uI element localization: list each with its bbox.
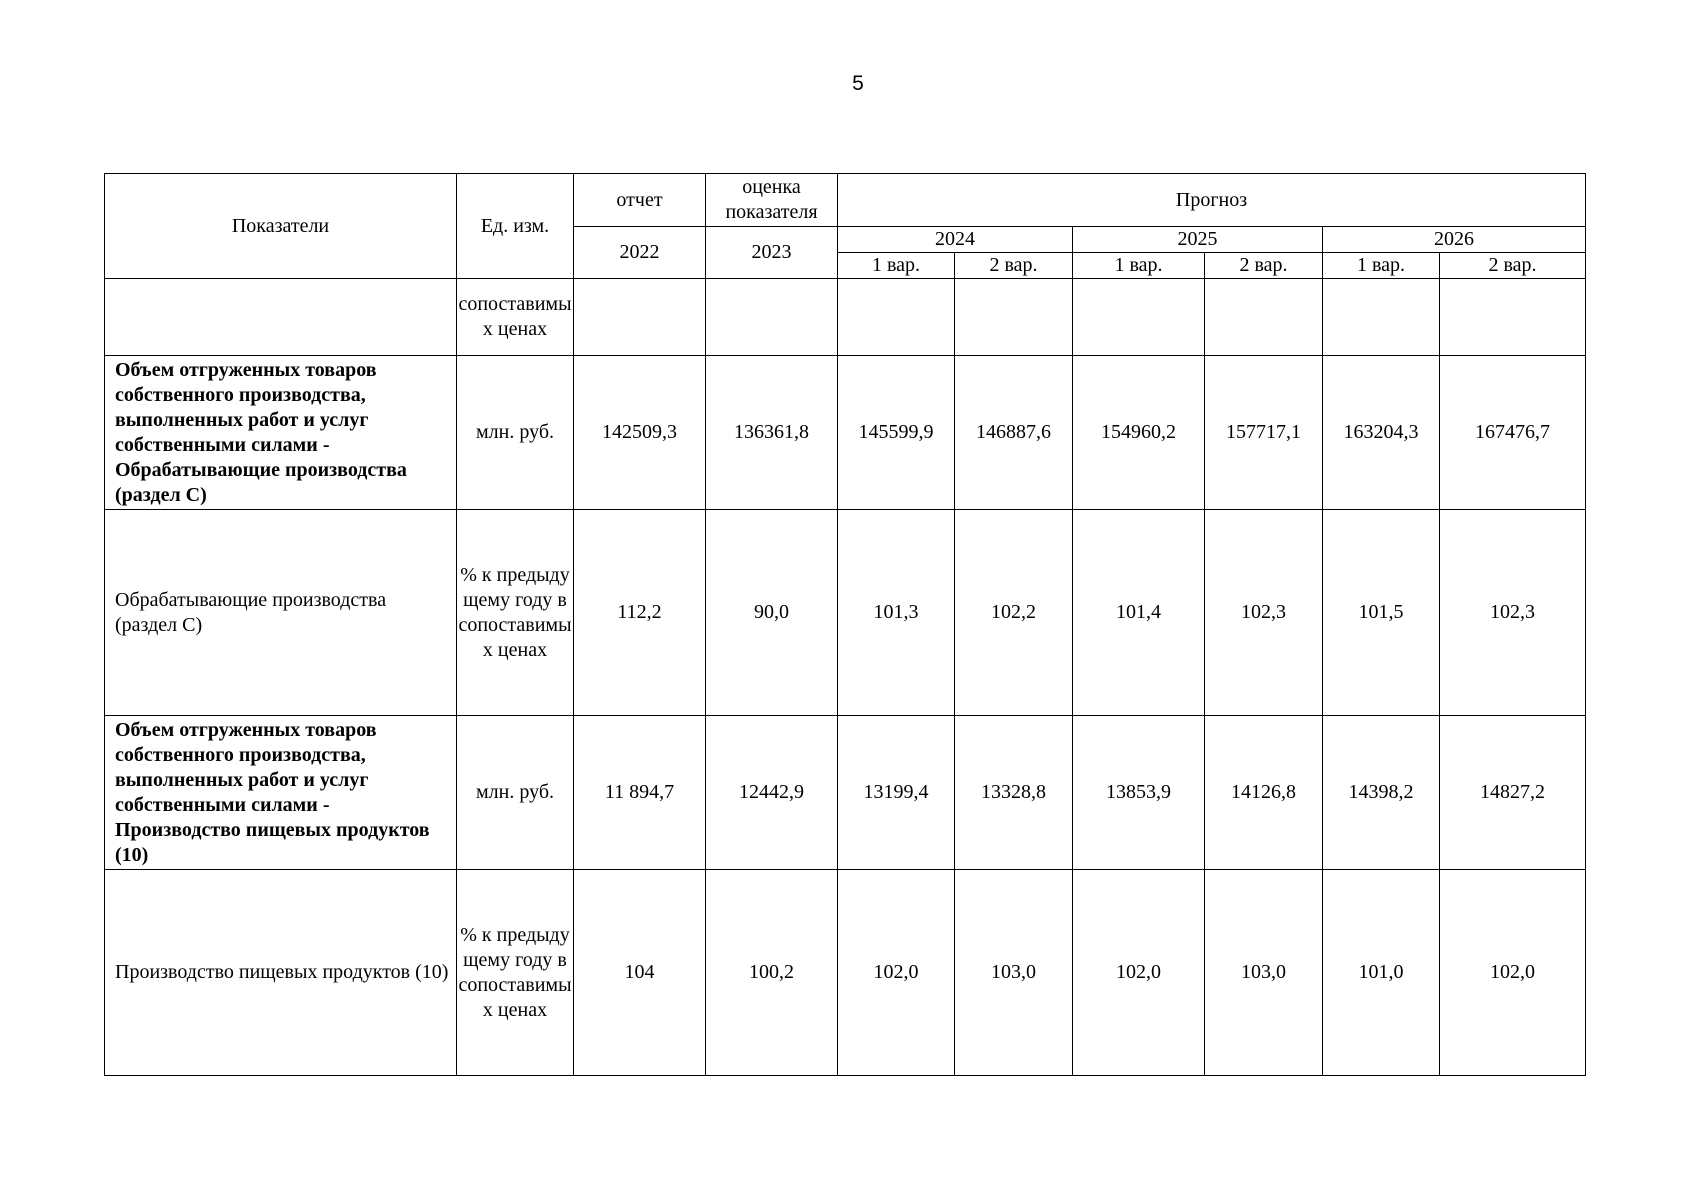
header-2026-var1: 1 вар. (1323, 253, 1440, 279)
value-2025-var2: 14126,8 (1205, 716, 1323, 870)
forecast-table (104, 173, 1586, 1076)
header-2025-var2: 2 вар. (1205, 253, 1323, 279)
value-2024-var2: 146887,6 (955, 356, 1073, 510)
header-2025-var1: 1 вар. (1073, 253, 1205, 279)
value-2024-var1: 102,0 (838, 870, 955, 1076)
value-2022: 104 (574, 870, 706, 1076)
value-2026-var1: 101,5 (1323, 510, 1440, 716)
value-2022: 142509,3 (574, 356, 706, 510)
value-2026-var1: 14398,2 (1323, 716, 1440, 870)
header-year-2024: 2024 (838, 227, 1073, 253)
value-2025-var2: 102,3 (1205, 510, 1323, 716)
row-label: Производство пищевых продуктов (10) (105, 870, 457, 1076)
row-label (105, 279, 457, 356)
header-report: отчет (574, 174, 706, 227)
header-2024-var2: 2 вар. (955, 253, 1073, 279)
value-2024-var1: 13199,4 (838, 716, 955, 870)
row-label: Объем отгруженных товаров собственного производства, выполненных работ и услуг собственными силами - Обрабатывающие производства (раздел С) (105, 356, 457, 510)
row-label: Объем отгруженных товаров собственного производства, выполненных работ и услуг собственными силами - Производство пищевых продуктов (10) (105, 716, 457, 870)
header-year-2023: 2023 (706, 227, 838, 279)
value-2024-var1: 101,3 (838, 510, 955, 716)
value-2025-var1: 102,0 (1073, 870, 1205, 1076)
header-indicators: Показатели (105, 174, 457, 279)
value-2025-var1: 154960,2 (1073, 356, 1205, 510)
value-2023: 90,0 (706, 510, 838, 716)
row-unit: сопоставимых ценах (457, 279, 574, 356)
header-row-1 (105, 174, 1586, 227)
value-2026-var2: 102,0 (1440, 870, 1586, 1076)
header-year-2022: 2022 (574, 227, 706, 279)
row-unit: млн. руб. (457, 716, 574, 870)
value-2026-var2: 102,3 (1440, 510, 1586, 716)
value-2023: 12442,9 (706, 716, 838, 870)
value-2022: 11 894,7 (574, 716, 706, 870)
page-number: 5 (852, 72, 864, 95)
header-unit: Ед. изм. (457, 174, 574, 279)
value-2023: 136361,8 (706, 356, 838, 510)
table-row (105, 510, 1586, 716)
table-row (105, 356, 1586, 510)
value-2026-var2 (1440, 279, 1586, 356)
value-2025-var2: 103,0 (1205, 870, 1323, 1076)
value-2026-var1: 101,0 (1323, 870, 1440, 1076)
header-year-2025: 2025 (1073, 227, 1323, 253)
value-2025-var1 (1073, 279, 1205, 356)
value-2024-var1: 145599,9 (838, 356, 955, 510)
value-2024-var1 (838, 279, 955, 356)
row-label: Обрабатывающие производства (раздел С) (105, 510, 457, 716)
row-unit: % к предыдущему году в сопоставимых ценах (457, 870, 574, 1076)
value-2022 (574, 279, 706, 356)
value-2026-var2: 167476,7 (1440, 356, 1586, 510)
value-2026-var2: 14827,2 (1440, 716, 1586, 870)
value-2025-var1: 101,4 (1073, 510, 1205, 716)
table-row (105, 279, 1586, 356)
header-forecast: Прогноз (838, 174, 1586, 227)
header-year-2026: 2026 (1323, 227, 1586, 253)
value-2026-var1: 163204,3 (1323, 356, 1440, 510)
value-2024-var2 (955, 279, 1073, 356)
value-2023: 100,2 (706, 870, 838, 1076)
row-unit: % к предыдущему году в сопоставимых ценах (457, 510, 574, 716)
table-row (105, 870, 1586, 1076)
value-2025-var2 (1205, 279, 1323, 356)
value-2025-var2: 157717,1 (1205, 356, 1323, 510)
value-2025-var1: 13853,9 (1073, 716, 1205, 870)
row-unit: млн. руб. (457, 356, 574, 510)
value-2024-var2: 102,2 (955, 510, 1073, 716)
header-2026-var2: 2 вар. (1440, 253, 1586, 279)
value-2023 (706, 279, 838, 356)
value-2026-var1 (1323, 279, 1440, 356)
header-estimate: оценка показателя (706, 174, 838, 227)
value-2024-var2: 103,0 (955, 870, 1073, 1076)
table-row (105, 716, 1586, 870)
value-2022: 112,2 (574, 510, 706, 716)
header-2024-var1: 1 вар. (838, 253, 955, 279)
value-2024-var2: 13328,8 (955, 716, 1073, 870)
